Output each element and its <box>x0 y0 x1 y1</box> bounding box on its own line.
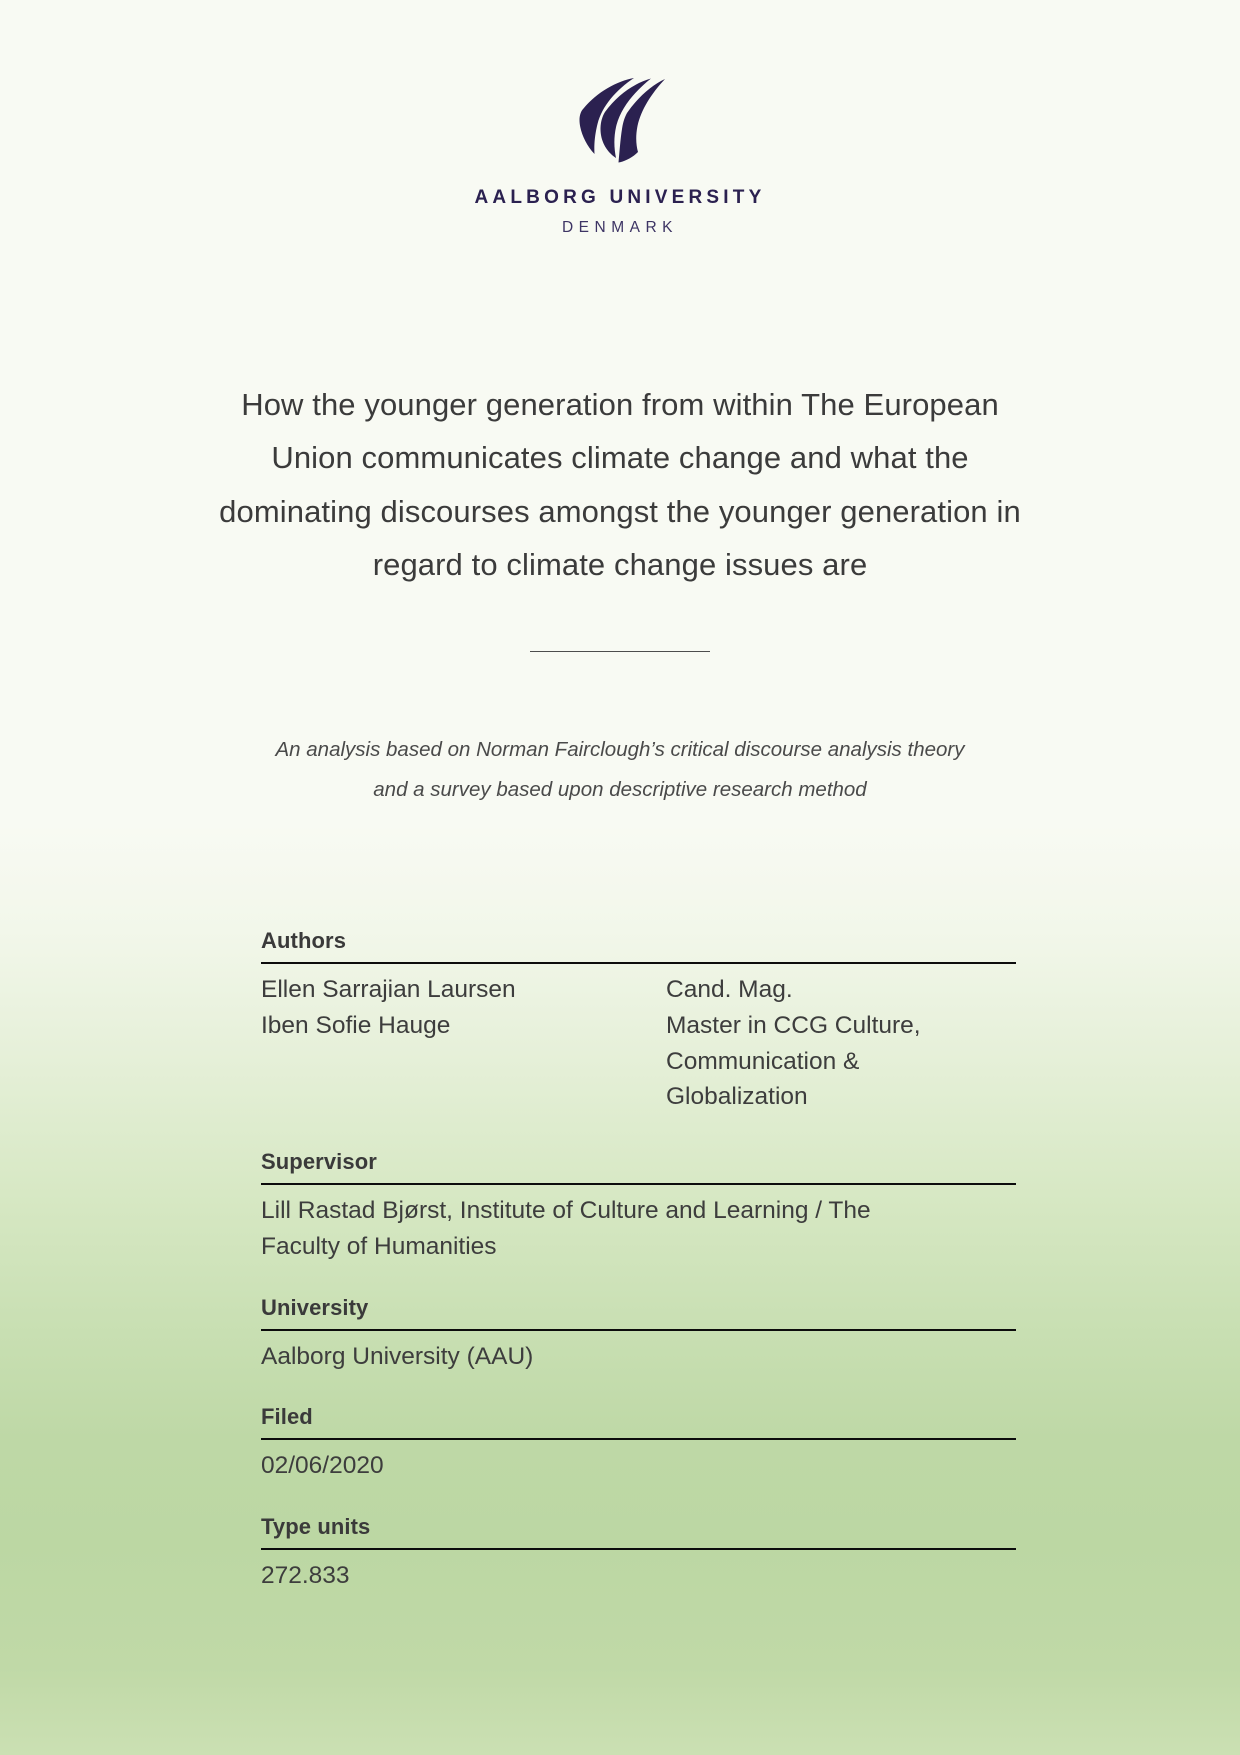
metadata-section-university <box>261 1295 1016 1375</box>
page-subtitle <box>180 730 1060 810</box>
subtitle-line-2: and a survey based upon descriptive research method <box>373 778 867 802</box>
authors-names-column <box>261 972 666 1115</box>
title-line-4: regard to climate change issues are <box>372 546 868 582</box>
type-units-heading: Type units <box>261 1514 371 1540</box>
authors-degrees-column <box>666 972 1016 1115</box>
authors-heading: Authors <box>261 928 347 953</box>
title-line-3: dominating discourses amongst the younger generation in <box>219 493 1021 529</box>
page-title <box>205 378 1035 591</box>
author-degree-2: Master in CCG Culture, <box>666 1011 921 1039</box>
metadata-section-supervisor <box>261 1149 1016 1265</box>
author-name-1: Ellen Sarrajian Laursen <box>261 976 516 1003</box>
logo-wordmark: AALBORG UNIVERSITY <box>474 187 766 208</box>
university-value: Aalborg University (AAU) <box>261 1342 534 1370</box>
supervisor-line-2: Faculty of Humanities <box>261 1232 497 1260</box>
filed-value: 02/06/2020 <box>261 1452 384 1480</box>
metadata-section-filed <box>261 1404 1016 1484</box>
authors-grid <box>261 964 1016 1115</box>
aalborg-university-flame-logo-icon <box>572 78 668 164</box>
university-logo-block <box>0 78 1240 236</box>
type-units-value: 272.833 <box>261 1562 350 1590</box>
title-divider <box>0 636 1240 662</box>
logo-country-label: DENMARK <box>561 219 678 236</box>
title-line-2: Union communicates climate change and what the <box>271 440 969 476</box>
author-name-2: Iben Sofie Hauge <box>261 1011 451 1039</box>
supervisor-line-1: Lill Rastad Bjørst, Institute of Culture and Learning / The <box>261 1197 871 1225</box>
author-degree-1: Cand. Mag. <box>666 976 793 1003</box>
metadata-block <box>261 928 1016 1622</box>
title-divider-line <box>530 651 710 652</box>
subtitle-line-1: An analysis based on Norman Fairclough’s critical discourse analysis theory <box>275 738 965 761</box>
university-heading: University <box>261 1294 369 1320</box>
author-degree-4: Globalization <box>666 1083 808 1111</box>
supervisor-value <box>261 1185 1016 1265</box>
metadata-section-type-units <box>261 1514 1016 1594</box>
filed-heading: Filed <box>261 1404 313 1430</box>
author-degree-3: Communication & <box>666 1047 860 1075</box>
metadata-section-authors <box>261 928 1016 1115</box>
supervisor-heading: Supervisor <box>261 1149 377 1175</box>
title-line-1: How the younger generation from within The European <box>241 387 999 422</box>
